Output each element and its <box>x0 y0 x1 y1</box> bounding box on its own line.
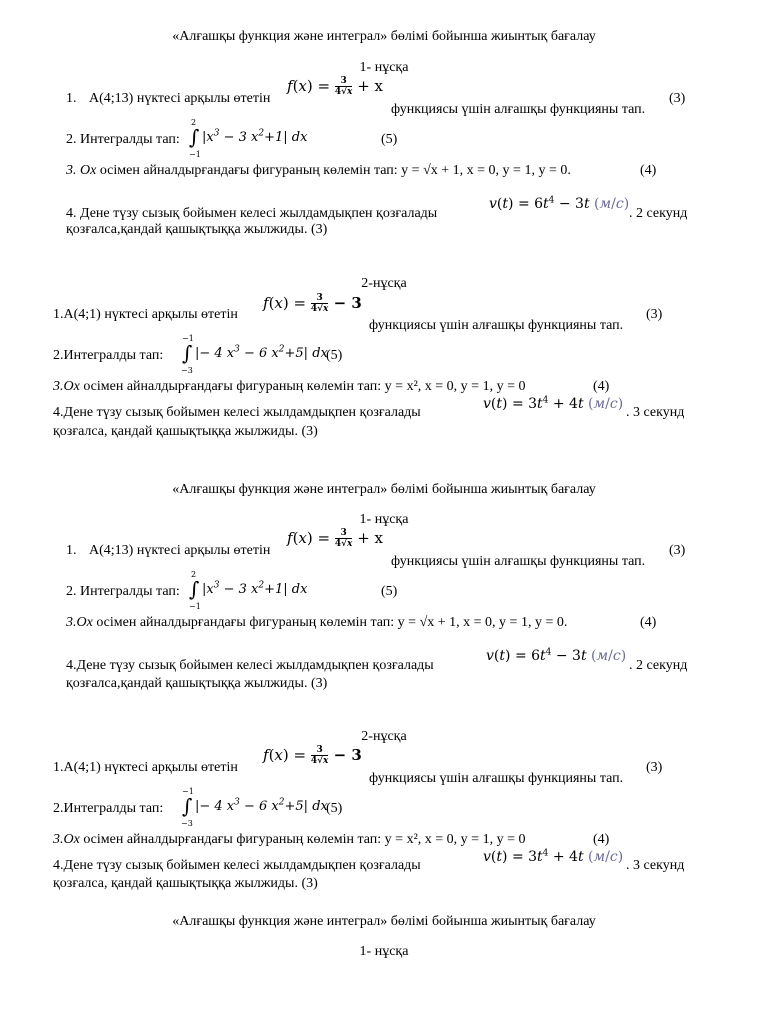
q4-line2: қозғалса,қандай қашықтыққа жылжиды. (3) <box>66 222 328 237</box>
q1-points: (3) <box>646 307 663 322</box>
q2-text: 2.Интегралды тап: <box>53 348 164 363</box>
q4-text: 4.Дене түзу сызық бойымен келесі жылдамдықпен қозғалады <box>53 858 421 873</box>
variant-label: 1- нұсқа <box>359 944 409 959</box>
q1-after: функциясы үшін алғашқы функцияны тап. <box>369 318 624 333</box>
doc-title: «Алғашқы функция және интеграл» бөлімі бойынша жиынтық бағалау <box>172 914 596 929</box>
q1-text: A(4;13) нүктесі арқылы өтетін <box>89 91 271 106</box>
q4-line2: қозғалса, қандай қашықтыққа жылжиды. (3) <box>53 876 318 891</box>
q4-formula: $v(t) = 3t^4 + 4t$ (м/с) <box>483 395 624 412</box>
q4-after: . 3 секунд <box>626 858 685 873</box>
q4-text: 4.Дене түзу сызық бойымен келесі жылдамдықпен қозғалады <box>66 658 434 673</box>
q4-formula: $v(t) = 6t^4 - 3t$ (м/с) <box>486 647 627 664</box>
q1-number: 1. <box>66 91 77 106</box>
q4-after: . 3 секунд <box>626 405 685 420</box>
q3-line: 3.Ox осімен айналдырғандағы фигураның көлемін тап: y = x², x = 0, y = 1, y = 0 <box>53 379 526 394</box>
variant-label: 1- нұсқа <box>359 60 409 75</box>
q3-line: 3.Ox осімен айналдырғандағы фигураның көлемін тап: y = √x + 1, x = 0, y = 1, y = 0. <box>66 615 568 630</box>
q1-text: 1.A(4;1) нүктесі арқылы өтетін <box>53 760 238 775</box>
q2-points: (5) <box>381 584 398 599</box>
q2-points: (5) <box>326 348 343 363</box>
doc-title: «Алғашқы функция және интеграл» бөлімі бойынша жиынтық бағалау <box>172 29 596 44</box>
q4-line2: қозғалса, қандай қашықтыққа жылжиды. (3) <box>53 424 318 439</box>
q3-points: (4) <box>593 832 610 847</box>
q1-formula: f(x) = $\frac{3}{4√x}$ − 3 <box>263 293 362 314</box>
q3-line: 3. Ox осімен айналдырғандағы фигураның көлемін тап: y = √x + 1, x = 0, y = 1, y = 0. <box>66 163 571 178</box>
q4-after: . 2 секунд <box>629 658 688 673</box>
q1-formula: f(x) = $\frac{3}{4√x}$ + x <box>287 76 383 97</box>
q1-points: (3) <box>646 760 663 775</box>
q1-after: функциясы үшін алғашқы функцияны тап. <box>391 554 646 569</box>
variant-label: 2-нұсқа <box>361 729 407 744</box>
doc-title: «Алғашқы функция және интеграл» бөлімі бойынша жиынтық бағалау <box>172 482 596 497</box>
variant-label: 2-нұсқа <box>361 276 407 291</box>
q1-text: A(4;13) нүктесі арқылы өтетін <box>89 543 271 558</box>
q3-points: (4) <box>640 163 657 178</box>
q4-after: . 2 секунд <box>629 206 688 221</box>
q4-text: 4.Дене түзу сызық бойымен келесі жылдамдықпен қозғалады <box>53 405 421 420</box>
q2-points: (5) <box>326 801 343 816</box>
q2-text: 2. Интегралды тап: <box>66 584 180 599</box>
q1-points: (3) <box>669 543 686 558</box>
q4-text: 4. Дене түзу сызық бойымен келесі жылдамдықпен қозғалады <box>66 206 438 221</box>
q4-formula: $v(t) = 3t^4 + 4t$ (м/с) <box>483 848 624 865</box>
q1-after: функциясы үшін алғашқы функцияны тап. <box>369 771 624 786</box>
q3-points: (4) <box>640 615 657 630</box>
q2-text: 2.Интегралды тап: <box>53 801 164 816</box>
q1-after: функциясы үшін алғашқы функцияны тап. <box>391 102 646 117</box>
q3-line: 3.Ox осімен айналдырғандағы фигураның көлемін тап: y = x², x = 0, y = 1, y = 0 <box>53 832 526 847</box>
q1-text: 1.A(4;1) нүктесі арқылы өтетін <box>53 307 238 322</box>
variant-label: 1- нұсқа <box>359 512 409 527</box>
q1-number: 1. <box>66 543 77 558</box>
q2-points: (5) <box>381 132 398 147</box>
q3-points: (4) <box>593 379 610 394</box>
q1-formula: f(x) = $\frac{3}{4√x}$ − 3 <box>263 745 362 766</box>
q4-formula: $v(t) = 6t^4 - 3t$ (м/с) <box>489 195 630 212</box>
q1-points: (3) <box>669 91 686 106</box>
q4-line2: қозғалса,қандай қашықтыққа жылжиды. (3) <box>66 676 328 691</box>
q2-text: 2. Интегралды тап: <box>66 132 180 147</box>
q1-formula: f(x) = $\frac{3}{4√x}$ + x <box>287 528 383 549</box>
